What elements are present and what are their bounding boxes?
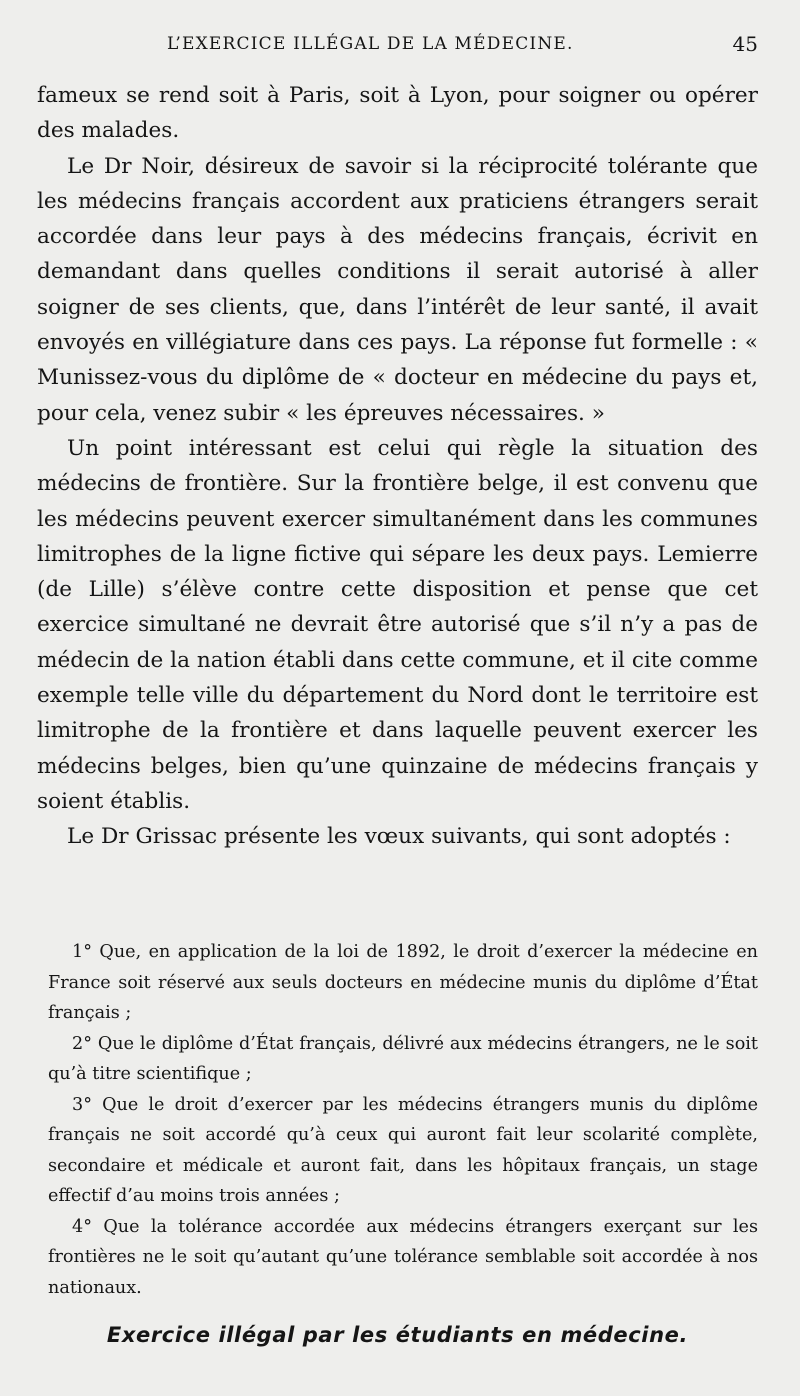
paragraph-dr-noir: Le Dr Noir, désireux de savoir si la réciprocité tolérante que les médecins français accordent aux praticiens étrangers serait accordée dans leur pays à des médecins français, écrivit en demandant dans quelles conditions il serait autorisé à aller soigner de ses clients, que, dans l’intérêt de leur santé, il avait envoyés en villégiature dans ces pays. La réponse fut formelle : « Munissez-vous du diplôme de « docteur en médecine du pays et, pour cela, venez subir « les épreuves nécessaires. » [37, 153, 758, 426]
running-head [37, 30, 758, 60]
wish-item-3: 3° Que le droit d’exercer par les médecins étrangers munis du diplôme français ne soit accordé qu’à ceux qui auront fait leur scolarité complète, secondaire et médicale et auront fait, dans les hôpitaux français, un stage effectif d’au moins trois années ; [48, 1094, 758, 1206]
page-number: 45 [732, 32, 758, 56]
section-heading: Exercice illégal par les étudiants en médecine. [106, 1323, 689, 1347]
wish-item-2: 2° Que le diplôme d’État français, délivré aux médecins étrangers, ne le soit qu’à titre scientifique ; [48, 1033, 758, 1084]
paragraph-border-doctors: Un point intéressant est celui qui règle la situation des médecins de frontière. Sur la frontière belge, il est convenu que les médecins peuvent exercer simultanément dans les communes limitrophes de la ligne fictive qui sépare les deux pays. Lemierre (de Lille) s’élève contre cette disposition et pense que cet exercice simultané ne devrait être autorisé que s’il n’y a pas de médecin de la nation établi dans cette commune, et il cite comme exemple telle ville du département du Nord dont le territoire est limitrophe de la frontière et dans laquelle peuvent exercer les médecins belges, bien qu’une quinzaine de médecins français y soient établis. [37, 435, 758, 814]
body-text [37, 78, 758, 855]
wish-item-4: 4° Que la tolérance accordée aux médecins étrangers exerçant sur les frontières ne le soit qu’autant qu’une tolérance semblable soit accordée à nos nationaux. [48, 1216, 758, 1298]
paragraph-dr-grissac: Le Dr Grissac présente les vœux suivants, qui sont adoptés : [67, 824, 731, 850]
wish-item-1: 1° Que, en application de la loi de 1892, le droit d’exercer la médecine en France soit réservé aux seuls docteurs en médecine munis du diplôme d’État français ; [48, 942, 758, 1023]
wishes-list [48, 937, 758, 1303]
running-title: L’EXERCICE ILLÉGAL DE LA MÉDECINE. [167, 34, 574, 54]
paragraph-continuation: fameux se rend soit à Paris, soit à Lyon, pour soigner ou opérer des malades. [37, 83, 758, 144]
